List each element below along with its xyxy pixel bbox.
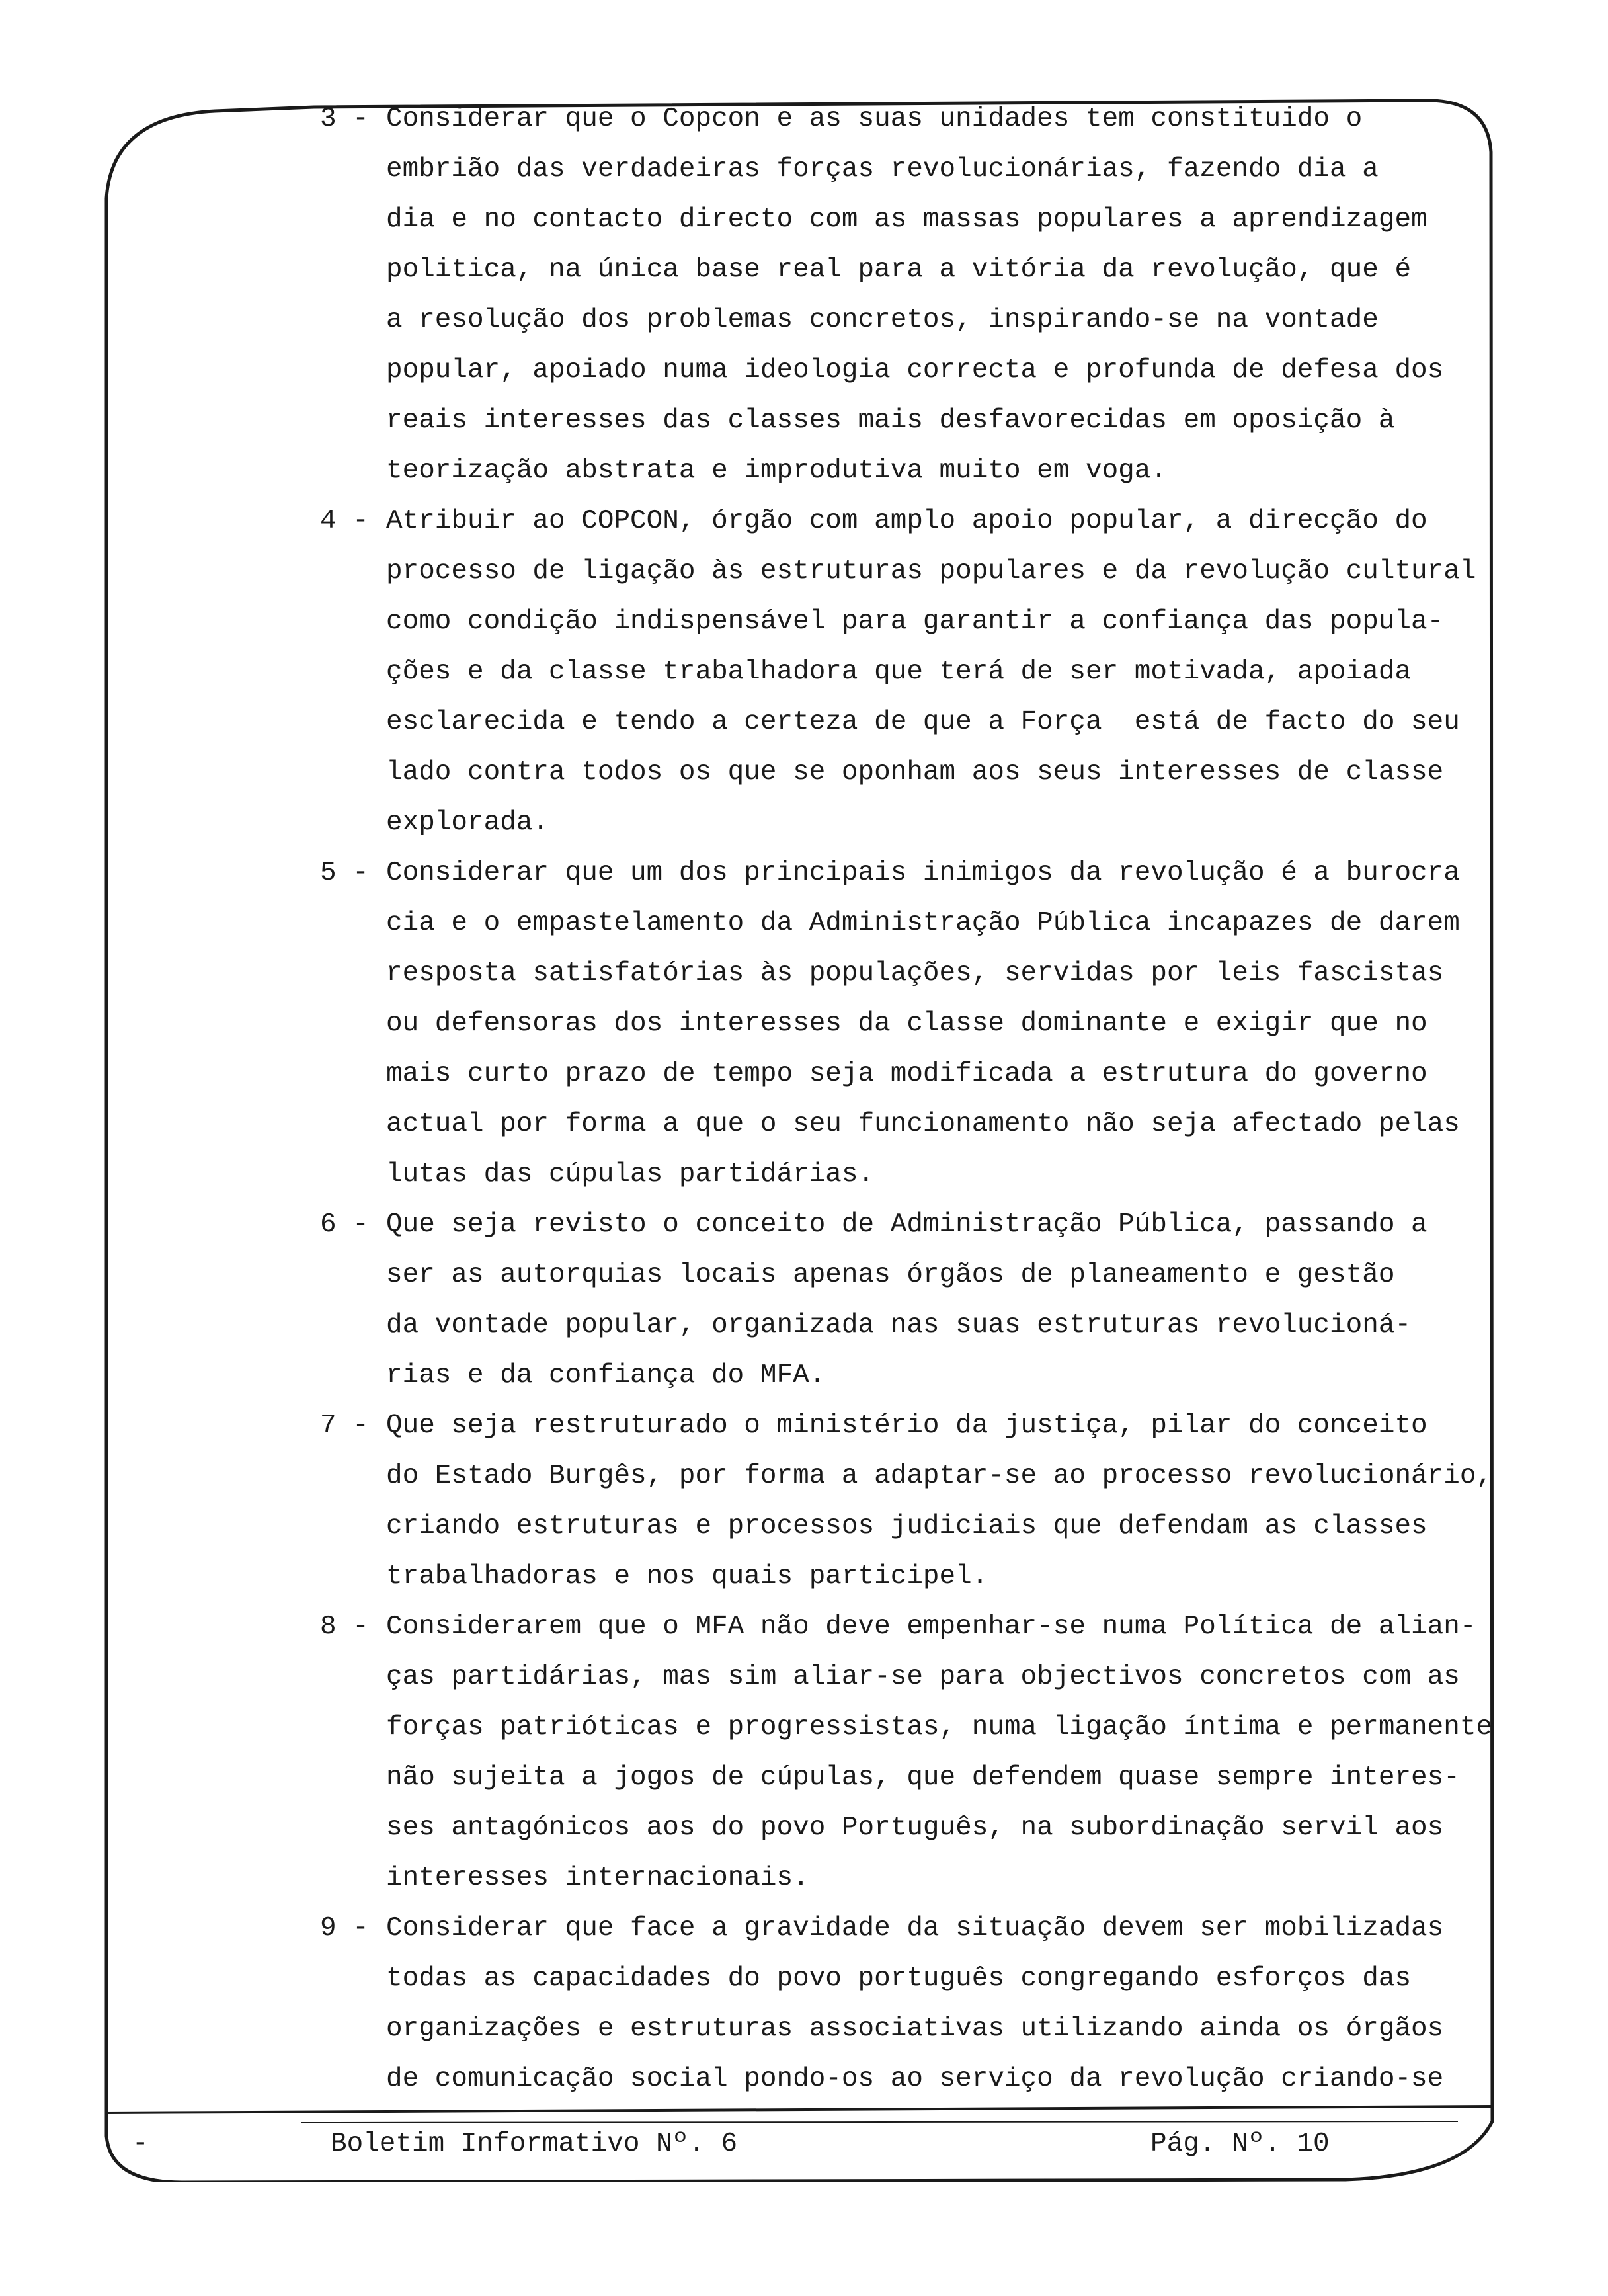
document-body	[320, 94, 1510, 2104]
text-line: Considerar que um dos principais inimigos da revolução é a burocra	[386, 858, 1460, 888]
text-line: ou defensoras dos interesses da classe dominante e exigir que no	[386, 1008, 1427, 1039]
text-line: cia e o empastelamento da Administração Pública incapazes de darem	[386, 908, 1460, 938]
footer-page-number: Pág. Nº. 10	[1150, 2129, 1330, 2159]
text-line: Considerar que o Copcon e as suas unidades tem constituido o	[386, 104, 1363, 134]
page-footer	[119, 2110, 1494, 2176]
text-line: embrião das verdadeiras forças revolucionárias, fazendo dia a	[386, 154, 1379, 184]
footer-title: Boletim Informativo Nº. 6	[331, 2129, 738, 2159]
text-line: interesses internacionais.	[386, 1863, 809, 1893]
list-item	[320, 848, 1510, 1200]
item-number: 4 -	[320, 506, 369, 536]
text-line: de comunicação social pondo-os ao serviço da revolução criando-se	[386, 2064, 1444, 2094]
item-number: 6 -	[320, 1210, 369, 1240]
text-line: politica, na única base real para a vitória da revolução, que é	[386, 255, 1412, 285]
text-line: rias e da confiança do MFA.	[386, 1360, 826, 1391]
text-line: resposta satisfatórias às populações, servidas por leis fascistas	[386, 958, 1444, 989]
text-line: forças patrióticas e progressistas, numa ligação íntima e permanente	[386, 1712, 1493, 1742]
list-item	[320, 1903, 1510, 2104]
text-line: organizações e estruturas associativas utilizando ainda os órgãos	[386, 2014, 1444, 2044]
list-item	[320, 94, 1510, 496]
item-number: 7 -	[320, 1411, 369, 1441]
item-number: 9 -	[320, 1913, 369, 1944]
text-line: actual por forma a que o seu funcionamento não seja afectado pelas	[386, 1109, 1460, 1139]
text-line: ser as autorquias locais apenas órgãos de planeamento e gestão	[386, 1260, 1395, 1290]
text-line: mais curto prazo de tempo seja modificada a estrutura do governo	[386, 1059, 1427, 1089]
text-line: explorada.	[386, 807, 549, 838]
text-line: dia e no contacto directo com as massas populares a aprendizagem	[386, 204, 1427, 235]
text-line: Atribuir ao COPCON, órgão com amplo apoio popular, a direcção do	[386, 506, 1427, 536]
text-line: a resolução dos problemas concretos, inspirando-se na vontade	[386, 305, 1379, 335]
text-line: esclarecida e tendo a certeza de que a Força está de facto do seu	[386, 707, 1460, 737]
list-item	[320, 496, 1510, 848]
list-item	[320, 1200, 1510, 1401]
item-number: 5 -	[320, 858, 369, 888]
text-line: processo de ligação às estruturas populares e da revolução cultural	[386, 556, 1476, 587]
text-line: ses antagónicos aos do povo Português, na subordinação servil aos	[386, 1813, 1444, 1843]
text-line: não sujeita a jogos de cúpulas, que defendem quase sempre interes-	[386, 1762, 1460, 1793]
text-line: Considerarem que o MFA não deve empenhar-se numa Política de alian-	[386, 1612, 1476, 1642]
item-number: 3 -	[320, 104, 369, 134]
text-line: ções e da classe trabalhadora que terá de ser motivada, apoiada	[386, 657, 1412, 687]
item-number: 8 -	[320, 1612, 369, 1642]
text-line: Que seja restruturado o ministério da justiça, pilar do conceito	[386, 1411, 1427, 1441]
text-line: lutas das cúpulas partidárias.	[386, 1159, 875, 1190]
text-line: reais interesses das classes mais desfavorecidas em oposição à	[386, 405, 1395, 436]
text-line: trabalhadoras e nos quais participel.	[386, 1561, 988, 1592]
text-line: criando estruturas e processos judiciais que defendam as classes	[386, 1511, 1427, 1541]
text-line: teorização abstrata e improdutiva muito em voga.	[386, 456, 1167, 486]
list-item	[320, 1401, 1510, 1602]
text-line: Considerar que face a gravidade da situação devem ser mobilizadas	[386, 1913, 1444, 1944]
footer-dash: -	[132, 2129, 149, 2159]
text-line: todas as capacidades do povo português congregando esforços das	[386, 1963, 1412, 1994]
text-line: do Estado Burgês, por forma a adaptar-se ao processo revolucionário,	[386, 1461, 1493, 1491]
text-line: Que seja revisto o conceito de Administração Pública, passando a	[386, 1210, 1427, 1240]
text-line: como condição indispensável para garantir a confiança das popula-	[386, 606, 1444, 637]
text-line: lado contra todos os que se oponham aos seus interesses de classe	[386, 757, 1444, 788]
text-line: ças partidárias, mas sim aliar-se para objectivos concretos com as	[386, 1662, 1460, 1692]
list-item	[320, 1602, 1510, 1903]
text-line: popular, apoiado numa ideologia correcta e profunda de defesa dos	[386, 355, 1444, 386]
text-line: da vontade popular, organizada nas suas estruturas revolucioná-	[386, 1310, 1412, 1340]
